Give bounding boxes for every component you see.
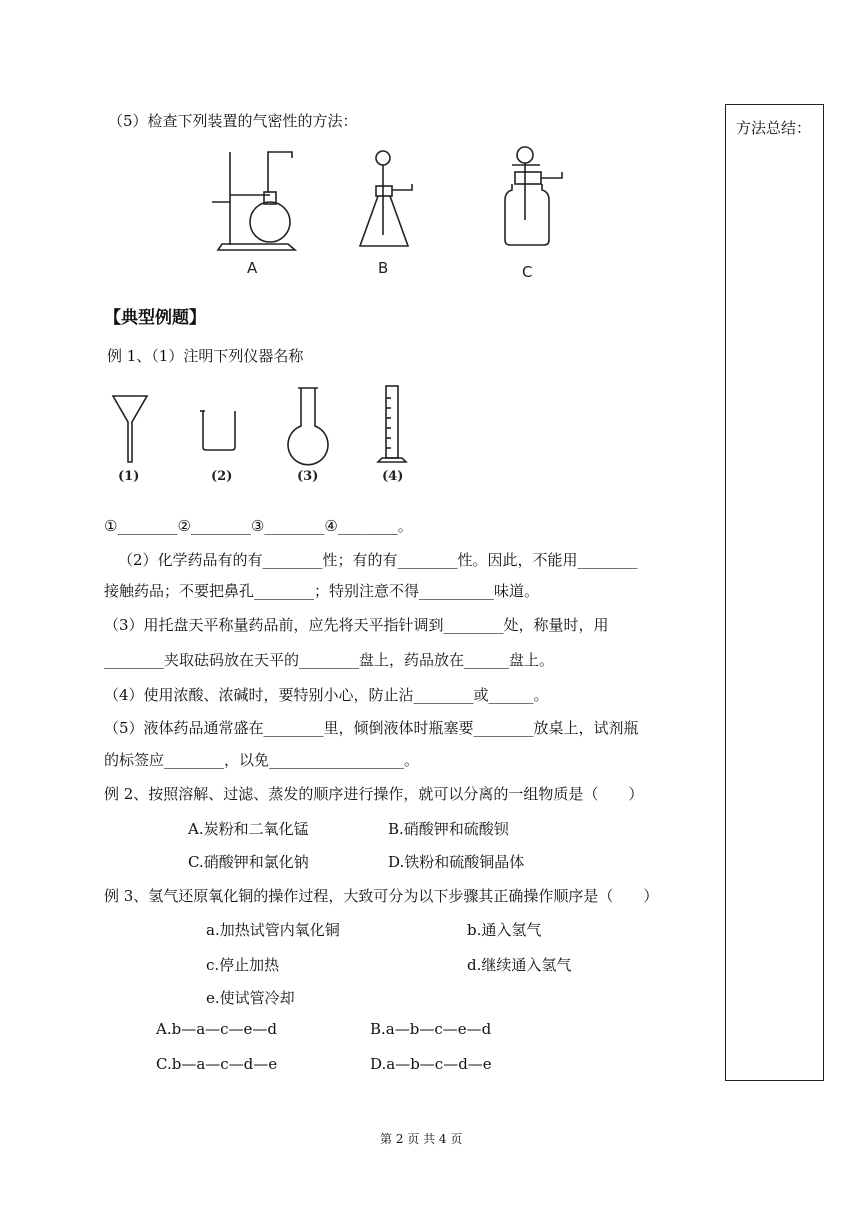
apparatus-a	[212, 152, 295, 277]
instruments-figure	[110, 384, 420, 489]
apparatus-label-b: B	[378, 259, 389, 277]
apparatus-label-a: A	[247, 259, 258, 277]
apparatus-label-c: C	[522, 263, 533, 281]
ex3-step-e: e.使试管冷却	[206, 989, 295, 1007]
ex3-step-b: b.通入氢气	[467, 921, 542, 939]
ex3-step-a: a.加热试管内氧化铜	[206, 921, 340, 939]
method-summary-box	[725, 104, 824, 1081]
beaker	[200, 411, 235, 484]
round-flask	[288, 388, 328, 484]
ex1-question1: 例 1、（1）注明下列仪器名称	[107, 347, 304, 365]
ex1-q2-line2: 接触药品；不要把鼻孔________；特别注意不得__________味道。	[104, 582, 540, 600]
instrument-label-4: (4)	[382, 469, 404, 484]
ex3-step-c: c.停止加热	[206, 956, 280, 974]
ex1-q5-line2: 的标签应________，以免__________________。	[104, 751, 420, 769]
ex1-q4: （4）使用浓酸、浓碱时，要特别小心，防止沾________或______。	[104, 686, 549, 704]
instrument-label-3: (3)	[297, 469, 319, 484]
airtightness-apparatus-figure	[200, 140, 580, 285]
typical-examples-heading: 【典型例题】	[104, 308, 206, 328]
graduated-cylinder	[378, 386, 406, 484]
page-footer: 第 2 页 共 4 页	[380, 1132, 463, 1146]
ex1-q5-line1: （5）液体药品通常盛在________里，倾倒液体时瓶塞要________放桌上，试剂瓶	[104, 719, 639, 737]
instrument-label-1: (1)	[118, 469, 140, 484]
apparatus-b	[360, 151, 412, 277]
method-summary-title: 方法总结：	[736, 119, 812, 137]
ex2-option-c: C.硝酸钾和氯化钠	[188, 853, 309, 871]
ex3-step-d: d.继续通入氢气	[467, 956, 572, 974]
ex3-option-d: D.a—b—c—d—e	[370, 1055, 492, 1073]
ex3-question: 例 3、氢气还原氧化铜的操作过程，大致可分为以下步骤其正确操作顺序是（ ）	[104, 887, 659, 905]
ex3-option-b: B.a—b—c—e—d	[370, 1020, 492, 1038]
ex1-q3-line2: ________夹取砝码放在天平的________盘上，药品放在______盘上。	[104, 651, 555, 669]
ex3-option-c: C.b—a—c—d—e	[156, 1055, 278, 1073]
ex1-q3-line1: （3）用托盘天平称量药品前，应先将天平指针调到________处，称量时，用	[104, 616, 609, 634]
instrument-label-2: (2)	[211, 469, 233, 484]
ex2-option-b: B.硝酸钾和硫酸钡	[388, 820, 509, 838]
funnel	[113, 396, 147, 484]
section5-title: （5）检查下列装置的气密性的方法：	[108, 112, 358, 130]
ex2-option-d: D.铁粉和硫酸铜晶体	[388, 853, 525, 871]
ex2-question: 例 2、按照溶解、过滤、蒸发的顺序进行操作，就可以分离的一组物质是（ ）	[104, 785, 644, 803]
apparatus-c	[505, 147, 562, 281]
ex2-option-a: A.炭粉和二氧化锰	[188, 820, 309, 838]
ex3-option-a: A.b—a—c—e—d	[156, 1020, 278, 1038]
ex1-q1-blanks: ①________②________③________④________。	[104, 517, 413, 535]
ex1-q2-line1: （2）化学药品有的有________性；有的有________性。因此，不能用________	[118, 551, 638, 569]
